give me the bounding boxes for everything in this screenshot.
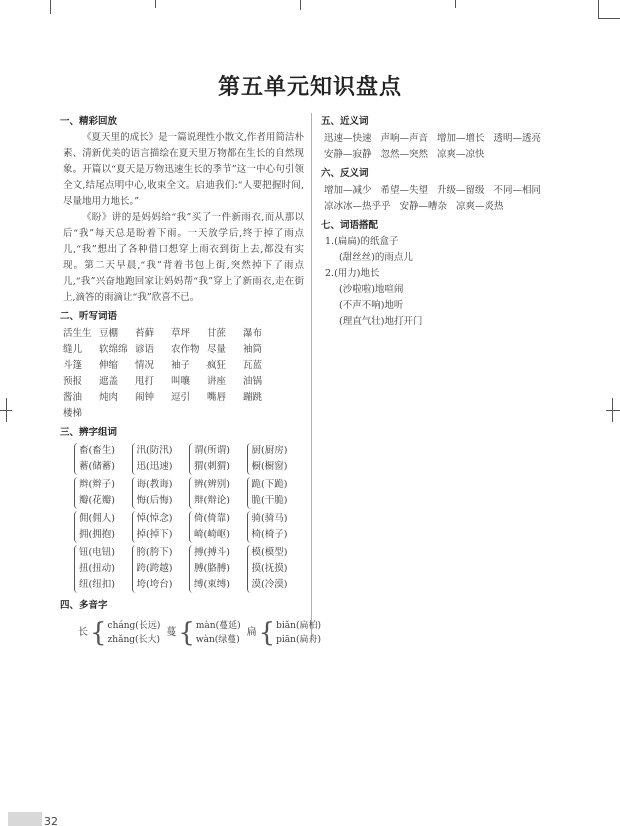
dictation-word: 苔藓 (135, 328, 155, 339)
polyphone-readings (108, 619, 161, 647)
character-word: 畜(畜生) (79, 445, 115, 456)
page-number: 32 (44, 815, 58, 826)
character-word: 缚(束缚) (194, 579, 230, 590)
section-heading: 二、听写词语 (60, 311, 118, 322)
character-word: 猬(刺猬) (194, 461, 230, 472)
character-word: 悔(后悔) (136, 495, 173, 506)
antonym-pair: 凉爽—炎热 (456, 201, 504, 212)
antonym-pair: 安静—嘈杂 (399, 201, 448, 212)
antonym-pair: 凉冰冰—热乎乎 (324, 201, 391, 212)
dictation-word: 预报 (63, 376, 83, 387)
character-group (132, 545, 186, 593)
collocation-item: 2.(用力)地长 (325, 268, 380, 279)
dictation-word: 袖筒 (243, 344, 263, 355)
collocation-item: (不声不响)地听 (339, 300, 404, 311)
character-word: 扭(扭动) (79, 563, 115, 574)
character-word: 悼(悼念) (136, 513, 173, 524)
polyphone-reading: biǎn(扁柏) (276, 621, 321, 631)
dictation-word: 逗引 (171, 392, 191, 403)
synonym-pair: 透明—透亮 (493, 133, 542, 144)
polyphone-list (60, 618, 321, 648)
dictation-word: 甘蔗 (207, 328, 227, 339)
collocation-item: (沙啦啦)地喧闹 (339, 284, 404, 295)
crop-mark (50, 0, 51, 14)
character-word: 椅(椅子) (251, 529, 288, 540)
crop-mark (6, 398, 7, 422)
dictation-word: 伸缩 (99, 360, 119, 371)
synonym-pair: 忽然—突然 (380, 149, 429, 160)
character-word: 跪(下跪) (251, 479, 288, 490)
dictation-word-list (60, 326, 304, 422)
page-title: 第五单元知识盘点 (217, 75, 402, 100)
character-word: 厨(厨房) (251, 445, 288, 456)
character-word: 跨(跨越) (136, 563, 173, 574)
character-word: 诲(教诲) (136, 479, 173, 490)
left-column (60, 112, 321, 648)
character-group (189, 511, 243, 543)
summary-paragraph: 《盼》讲的是妈妈给“我”买了一件新雨衣,而从那以后“我”每天总是盼着下雨。一天放学后,终于掉了雨点儿,“我”想出了各种借口想穿上雨衣到街上去,都没有实现。第二天早晨,“我”背着书包上街,突然掉下了雨点儿,“我”兴奋地跑回家让妈妈帮“我”穿上了新雨衣,走在街上,滴答的雨滴让“我”欣喜不已。 (63, 212, 304, 303)
collocation-list (321, 234, 561, 330)
character-group (247, 477, 301, 509)
character-word: 骑(骑马) (251, 513, 288, 524)
character-group-row (74, 443, 304, 475)
character-group (247, 545, 301, 593)
character-word: 拥(拥抱) (79, 529, 115, 540)
character-word: 掉(掉下) (136, 529, 173, 540)
dictation-word: 农作物 (171, 344, 200, 355)
antonym-pair: 升级—留级 (437, 185, 485, 196)
dictation-word: 情况 (135, 360, 155, 371)
character-word: 胯(胯下) (136, 547, 173, 558)
summary-paragraph: 《夏天里的成长》是一篇说理性小散文,作者用简洁朴素、清新优美的语言描绘在夏天里万物都在生长的自然现象。开篇以“夏天是万物迅速生长的季节”这一中心句引领全文,结尾点明中心,收束全文。启迪我们:“人要把握时间,尽量地用力地长。” (63, 132, 304, 207)
character-word: 瓣(花瓣) (79, 495, 115, 506)
polyphone-char: 长 (78, 627, 88, 638)
antonym-pair: 增加—减少 (324, 185, 372, 196)
character-word: 脆(干脆) (251, 495, 288, 506)
character-word: 谓(所谓) (194, 445, 230, 456)
character-group-row (74, 477, 304, 509)
crop-mark (455, 0, 456, 8)
character-word: 膊(胳膊) (194, 563, 230, 574)
crop-mark (598, 0, 599, 18)
column-divider (311, 113, 312, 643)
collocation-item: 1.(扁扁)的纸盒子 (325, 236, 399, 247)
character-word: 漠(冷漠) (251, 579, 288, 590)
character-group (74, 545, 128, 593)
dictation-word: 楼梯 (63, 408, 83, 419)
section-heading: 五、近义词 (321, 116, 369, 127)
dictation-word: 甩打 (135, 376, 155, 387)
section-heading: 四、多音字 (60, 600, 108, 611)
character-word: 摸(抚摸) (251, 563, 288, 574)
character-group (74, 477, 128, 509)
character-word: 迅(迅速) (136, 461, 173, 472)
character-word: 橱(橱窗) (251, 461, 288, 472)
character-word: 汛(防汛) (136, 445, 173, 456)
antonym-list (321, 183, 561, 215)
section-heading: 六、反义词 (321, 168, 369, 179)
dictation-word: 袖子 (171, 360, 191, 371)
crop-mark (598, 18, 620, 19)
character-word: 辫(辫子) (79, 479, 115, 490)
character-group (132, 511, 186, 543)
character-group (247, 443, 301, 475)
character-word: 搏(搏斗) (194, 547, 230, 558)
dictation-word: 蹦跳 (243, 392, 263, 403)
dictation-word: 油锅 (243, 376, 263, 387)
brace-icon: { (178, 618, 195, 648)
polyphone-item (247, 619, 321, 647)
dictation-word: 遮盖 (99, 376, 119, 387)
dictation-word: 酱油 (63, 392, 83, 403)
crop-mark (612, 398, 613, 422)
polyphone-readings (276, 619, 321, 647)
section-heading: 七、词语搭配 (321, 220, 379, 231)
dictation-word: 讲座 (207, 376, 227, 387)
section-heading: 一、精彩回放 (60, 116, 118, 127)
synonym-pair: 声响—声音 (380, 133, 429, 144)
polyphone-reading: zhǎng(长大) (107, 635, 161, 645)
dictation-word: 豆棚 (99, 328, 119, 339)
dictation-word: 炖肉 (99, 392, 119, 403)
polyphone-item (78, 619, 160, 647)
character-word: 崎(崎岖) (194, 529, 230, 540)
polyphone-char: 蔓 (166, 627, 177, 638)
character-group-row (74, 545, 304, 593)
dictation-word: 瓦蓝 (243, 360, 263, 371)
footer-bar (8, 812, 42, 826)
synonym-pair: 增加—增长 (437, 133, 485, 144)
brace-icon: { (90, 618, 107, 648)
polyphone-reading: cháng(长远) (107, 621, 161, 631)
dictation-word: 尽量 (207, 344, 227, 355)
character-group (247, 511, 301, 543)
brace-icon: { (258, 618, 276, 648)
character-word: 钮(电钮) (79, 547, 115, 558)
character-word: 垮(垮台) (136, 579, 173, 590)
character-group (189, 477, 243, 509)
dictation-word: 缝儿 (63, 344, 83, 355)
character-group (132, 477, 186, 509)
character-group (74, 443, 128, 475)
synonym-list (321, 131, 561, 163)
polyphone-item (166, 619, 240, 647)
polyphone-reading: màn(蔓延) (195, 621, 241, 631)
character-groups (60, 443, 304, 593)
collocation-item: (理直气壮)地打开门 (339, 316, 423, 327)
character-word: 蓄(储蓄) (79, 461, 115, 472)
antonym-pair: 不同—相同 (493, 185, 542, 196)
synonym-pair: 迅速—快速 (324, 133, 372, 144)
synonym-pair: 安静—寂静 (324, 149, 372, 160)
polyphone-char: 扁 (246, 627, 257, 638)
character-group (189, 545, 243, 593)
polyphone-reading: piān(扁舟) (276, 635, 321, 645)
dictation-word: 斗篷 (63, 360, 83, 371)
crop-mark (300, 0, 301, 10)
character-group (132, 443, 186, 475)
character-word: 辩(辩论) (194, 495, 230, 506)
character-group (189, 443, 243, 475)
polyphone-reading: wàn(绿蔓) (195, 635, 240, 645)
dictation-word: 谚语 (135, 344, 155, 355)
character-group-row (74, 511, 304, 543)
character-word: 佣(佣人) (79, 513, 115, 524)
character-group (74, 511, 128, 543)
dictation-word: 叫嚷 (171, 376, 191, 387)
crop-mark (155, 0, 156, 8)
character-word: 模(模型) (251, 547, 288, 558)
synonym-pair: 凉爽—凉快 (437, 149, 485, 160)
collocation-item: (甜丝丝)的雨点儿 (339, 252, 413, 263)
character-word: 辨(辨别) (194, 479, 230, 490)
dictation-word: 疯狂 (207, 360, 227, 371)
character-word: 纽(纽扣) (79, 579, 115, 590)
dictation-word: 闹钟 (135, 392, 155, 403)
dictation-word: 嘴唇 (207, 392, 227, 403)
crop-mark (606, 410, 620, 411)
right-column (321, 112, 561, 330)
dictation-word: 软绵绵 (99, 344, 128, 355)
polyphone-readings (196, 619, 241, 647)
dictation-word: 活生生 (63, 328, 92, 339)
dictation-word: 草坪 (171, 328, 191, 339)
section-heading: 三、辨字组词 (60, 427, 118, 438)
character-word: 倚(倚靠) (194, 513, 230, 524)
antonym-pair: 希望—失望 (380, 185, 429, 196)
dictation-word: 瀑布 (243, 328, 263, 339)
